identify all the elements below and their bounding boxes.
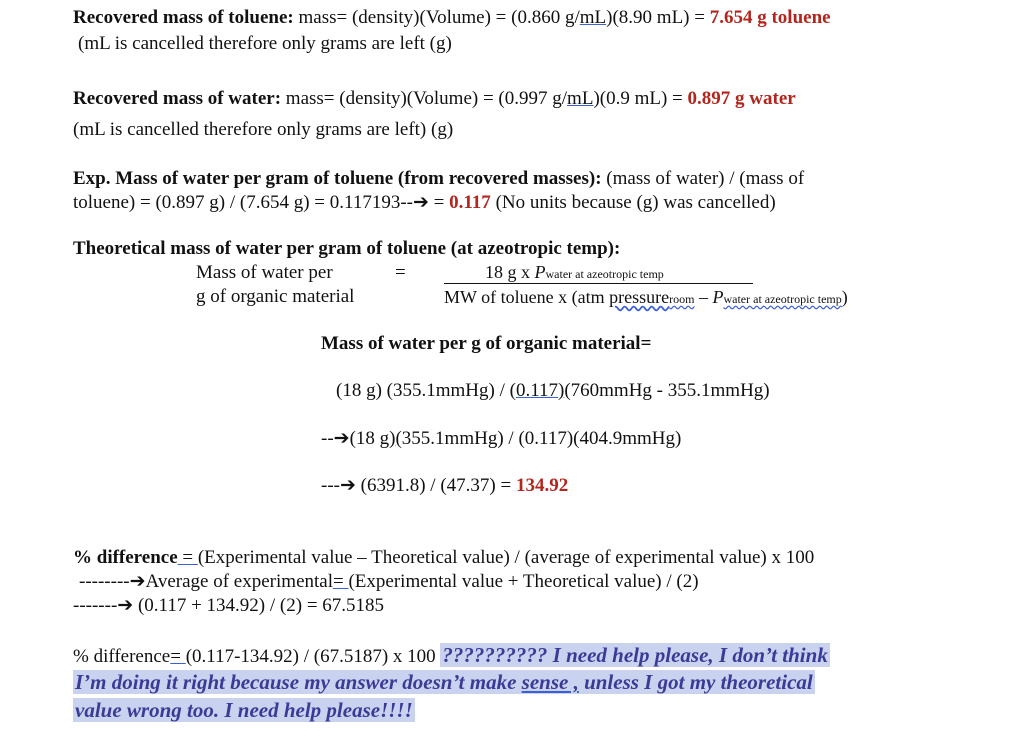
arrow-icon: ➔ [339,475,356,496]
calc-heading: Mass of water per g of organic material= [321,333,652,354]
theoretical-heading: Theoretical mass of water per gram of toluene (at azeotropic temp): [73,238,621,259]
water-mass-result: 0.897 g water [687,88,796,109]
help-line3: value wrong too. I need help please!!!! [75,698,413,722]
water-mass-label: Recovered mass of water: [73,88,282,109]
toluene-mass-result: 7.654 g toluene [709,7,831,28]
exp-mass-label: Exp. Mass of water per gram of toluene (from recovered masses): [73,168,602,189]
exp-mass-calc: toluene) = (0.897 g) / (7.654 g) = 0.117193--➔ = 0.117 (No units because (g) was cancelled) [73,192,776,213]
arrow-icon: ➔ [117,595,134,616]
pct-diff-formula: % difference = (Experimental value – Theoretical value) / (average of experimental value) x 100 [73,547,815,568]
final-calc-line: % difference= (0.117-134.92) / (67.5187) x 100 ?????????? I need help please, I don’t think [73,643,828,667]
ml-unit: mL [579,7,607,28]
water-mass-line: Recovered mass of water: mass= (density)(Volume) = (0.997 g/mL)(0.9 mL) = 0.897 g water [73,88,796,109]
exp-mass-result: 0.117 [449,192,491,213]
ml-unit: mL [567,88,594,109]
fraction-bar [444,283,753,284]
calc-step3: ---➔ (6391.8) / (47.37) = 134.92 [321,475,569,496]
formula-denominator: MW of toluene x (atm pressureroom – Pwater at azeotropic temp) [444,287,848,307]
toluene-note: (mL is cancelled therefore only grams are left (g) [78,33,452,54]
pct-diff-average-calc: -------➔ (0.117 + 134.92) / (2) = 67.5185 [73,595,385,616]
pct-diff-average: --------➔Average of experimental= (Experimental value + Theoretical value) / (2) [79,571,699,592]
toluene-mass-line: Recovered mass of toluene: mass= (density)(Volume) = (0.860 g/mL)(8.90 mL) = 7.654 g toluene [73,7,831,28]
theoretical-result: 134.92 [515,475,569,496]
toluene-mass-label: Recovered mass of toluene: [73,7,294,28]
calc-step1: (18 g) (355.1mmHg) / (0.117)(760mmHg - 355.1mmHg) [336,380,770,401]
exp-mass-line: Exp. Mass of water per gram of toluene (from recovered masses): (mass of water) / (mass of [73,168,805,189]
arrow-icon: ➔ [412,192,429,213]
formula-left-line2: g of organic material [196,286,355,307]
formula-numerator: 18 g x Pwater at azeotropic temp [485,262,664,282]
help-line2: I’m doing it right because my answer doesn’t make sense , unless I got my theoretical [75,670,813,694]
formula-equals: = [395,262,406,283]
arrow-icon: ➔ [129,571,146,592]
water-note: (mL is cancelled therefore only grams are left) (g) [73,119,454,140]
help-request: ?????????? I need help please, I don’t think [442,643,828,667]
arrow-icon: ➔ [333,428,350,449]
calc-step2: --➔(18 g)(355.1mmHg) / (0.117)(404.9mmHg) [321,428,682,449]
formula-left-line1: Mass of water per [196,262,333,283]
